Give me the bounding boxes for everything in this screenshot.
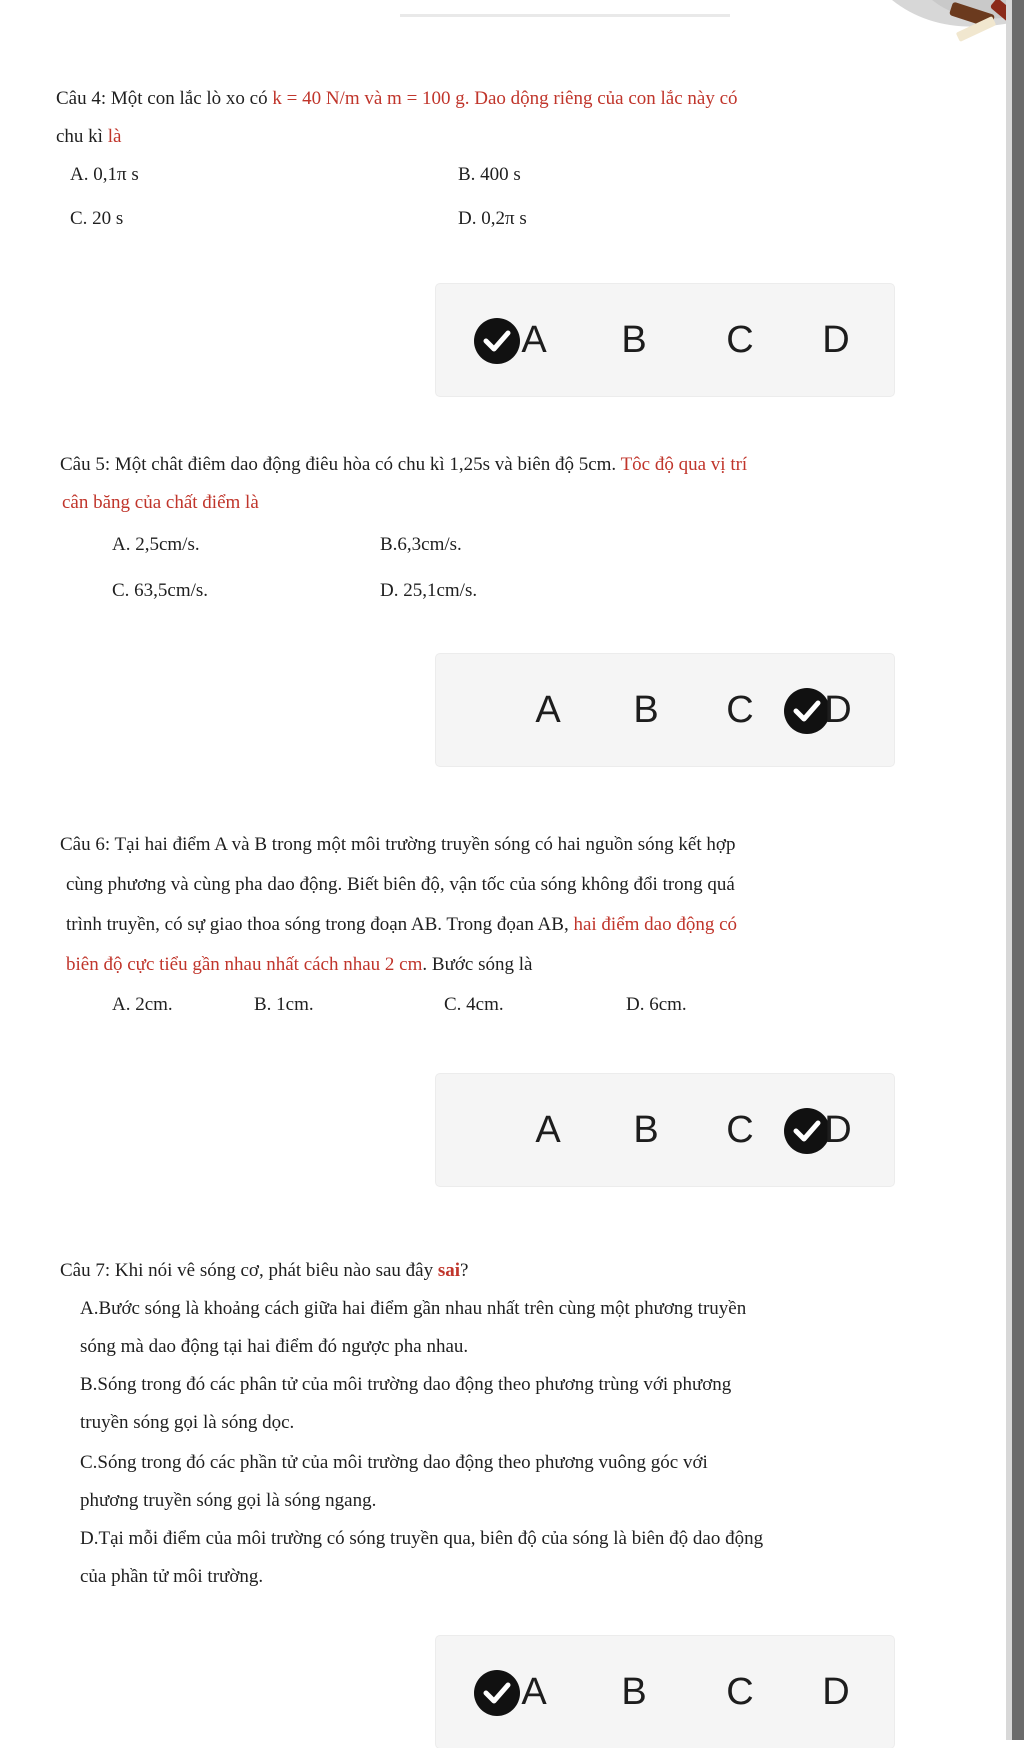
question-7-text-end: ? xyxy=(460,1260,469,1281)
q7-option-b-cont: truyền sóng gọi là sóng dọc. xyxy=(80,1412,295,1433)
top-divider xyxy=(400,14,730,17)
q7-option-a-cont: sóng mà dao động tại hai điểm đó ngược pha nhau. xyxy=(80,1336,469,1357)
question-5-text: Câu 5: Một chât điêm dao động điêu hòa có chu kì 1,25s và biên độ 5cm. xyxy=(60,454,621,475)
question-5-highlight: Tôc độ qua vị trí xyxy=(620,454,748,475)
q4-choice-c[interactable]: C xyxy=(726,318,754,361)
question-6-text-line2: cùng phương và cùng pha dao động. Biết biên độ, vận tốc của sóng không đổi trong quá xyxy=(66,874,735,895)
q4-option-d: D. 0,2π s xyxy=(458,208,527,229)
question-4-text: Câu 4: Một con lắc lò xo có xyxy=(56,88,273,109)
q6-choice-d[interactable]: D xyxy=(824,1108,852,1151)
q7-choice-d[interactable]: D xyxy=(822,1670,850,1713)
scrollbar[interactable] xyxy=(1012,0,1024,1740)
corner-decoration-icon xyxy=(872,0,1024,76)
q5-option-a: A. 2,5cm/s. xyxy=(112,534,200,555)
question-7-text: Câu 7: Khi nói vê sóng cơ, phát biêu nào sau đây xyxy=(60,1260,438,1281)
q6-choice-a[interactable]: A xyxy=(535,1108,561,1151)
q6-option-d: D. 6cm. xyxy=(626,994,687,1015)
question-4-text-cont: . Dao dộng riêng của con lắc này có xyxy=(464,88,738,109)
question-4-highlight: k = 40 N/m và m = 100 g xyxy=(272,88,465,109)
question-6-text-end: . Bước sóng là xyxy=(422,954,533,975)
question-5-text-line2: cân băng của chất điểm là xyxy=(62,492,259,513)
q4-option-b: B. 400 s xyxy=(458,164,521,185)
question-6-text-line3: trình truyền, có sự giao thoa sóng trong đoạn AB. Trong đọan AB, xyxy=(66,914,574,935)
q7-choice-a[interactable]: A xyxy=(521,1670,547,1713)
q5-answer-selector xyxy=(436,654,894,766)
q7-option-d: D.Tại mỗi điểm của môi trường có sóng truyền qua, biên độ của sóng là biên độ dao động xyxy=(80,1528,764,1549)
question-6-highlight: hai điểm dao động có xyxy=(573,914,738,935)
q5-option-b: B.6,3cm/s. xyxy=(380,534,462,555)
question-4-highlight-2: là xyxy=(107,126,122,147)
q6-option-a: A. 2cm. xyxy=(112,994,173,1015)
q7-choice-c[interactable]: C xyxy=(726,1670,754,1713)
q6-option-c: C. 4cm. xyxy=(444,994,504,1015)
q7-answer-selector xyxy=(436,1636,894,1748)
q6-option-b: B. 1cm. xyxy=(254,994,314,1015)
q4-option-c: C. 20 s xyxy=(70,208,124,229)
q7-choice-b[interactable]: B xyxy=(621,1670,647,1713)
q7-option-c-cont: phương truyền sóng gọi là sóng ngang. xyxy=(80,1490,377,1511)
q4-choice-a[interactable]: A xyxy=(521,318,547,361)
q5-choice-b[interactable]: B xyxy=(633,688,659,731)
question-6-text: Câu 6: Tại hai điểm A và B trong một môi trường truyền sóng có hai nguồn sóng kết hợp xyxy=(60,834,736,855)
q4-answer-selector xyxy=(436,284,894,396)
q5-choice-c[interactable]: C xyxy=(726,688,754,731)
q7-option-a: A.Bước sóng là khoảng cách giữa hai điểm gần nhau nhất trên cùng một phương truyền xyxy=(80,1298,747,1319)
question-4-text-line2: chu kì xyxy=(56,126,108,147)
question-7-highlight: sai xyxy=(437,1260,461,1281)
q7-option-c: C.Sóng trong đó các phần tử của môi trường dao động theo phương vuông góc với xyxy=(80,1452,708,1473)
q6-choice-c[interactable]: C xyxy=(726,1108,754,1151)
q7-option-d-cont: của phần tử môi trường. xyxy=(80,1566,264,1587)
q4-choice-d[interactable]: D xyxy=(822,318,850,361)
q6-choice-b[interactable]: B xyxy=(633,1108,659,1151)
q5-option-d: D. 25,1cm/s. xyxy=(380,580,478,601)
q6-answer-selector xyxy=(436,1074,894,1186)
question-6-highlight-2: biên độ cực tiểu gần nhau nhất cách nhau 2 cm xyxy=(66,954,423,975)
q5-choice-d[interactable]: D xyxy=(824,688,852,731)
q5-option-c: C. 63,5cm/s. xyxy=(112,580,209,601)
q4-option-a: A. 0,1π s xyxy=(70,164,139,185)
q4-choice-b[interactable]: B xyxy=(621,318,647,361)
q7-option-b: B.Sóng trong đó các phân tử của môi trường dao động theo phương trùng với phương xyxy=(80,1374,732,1395)
q5-choice-a[interactable]: A xyxy=(535,688,561,731)
